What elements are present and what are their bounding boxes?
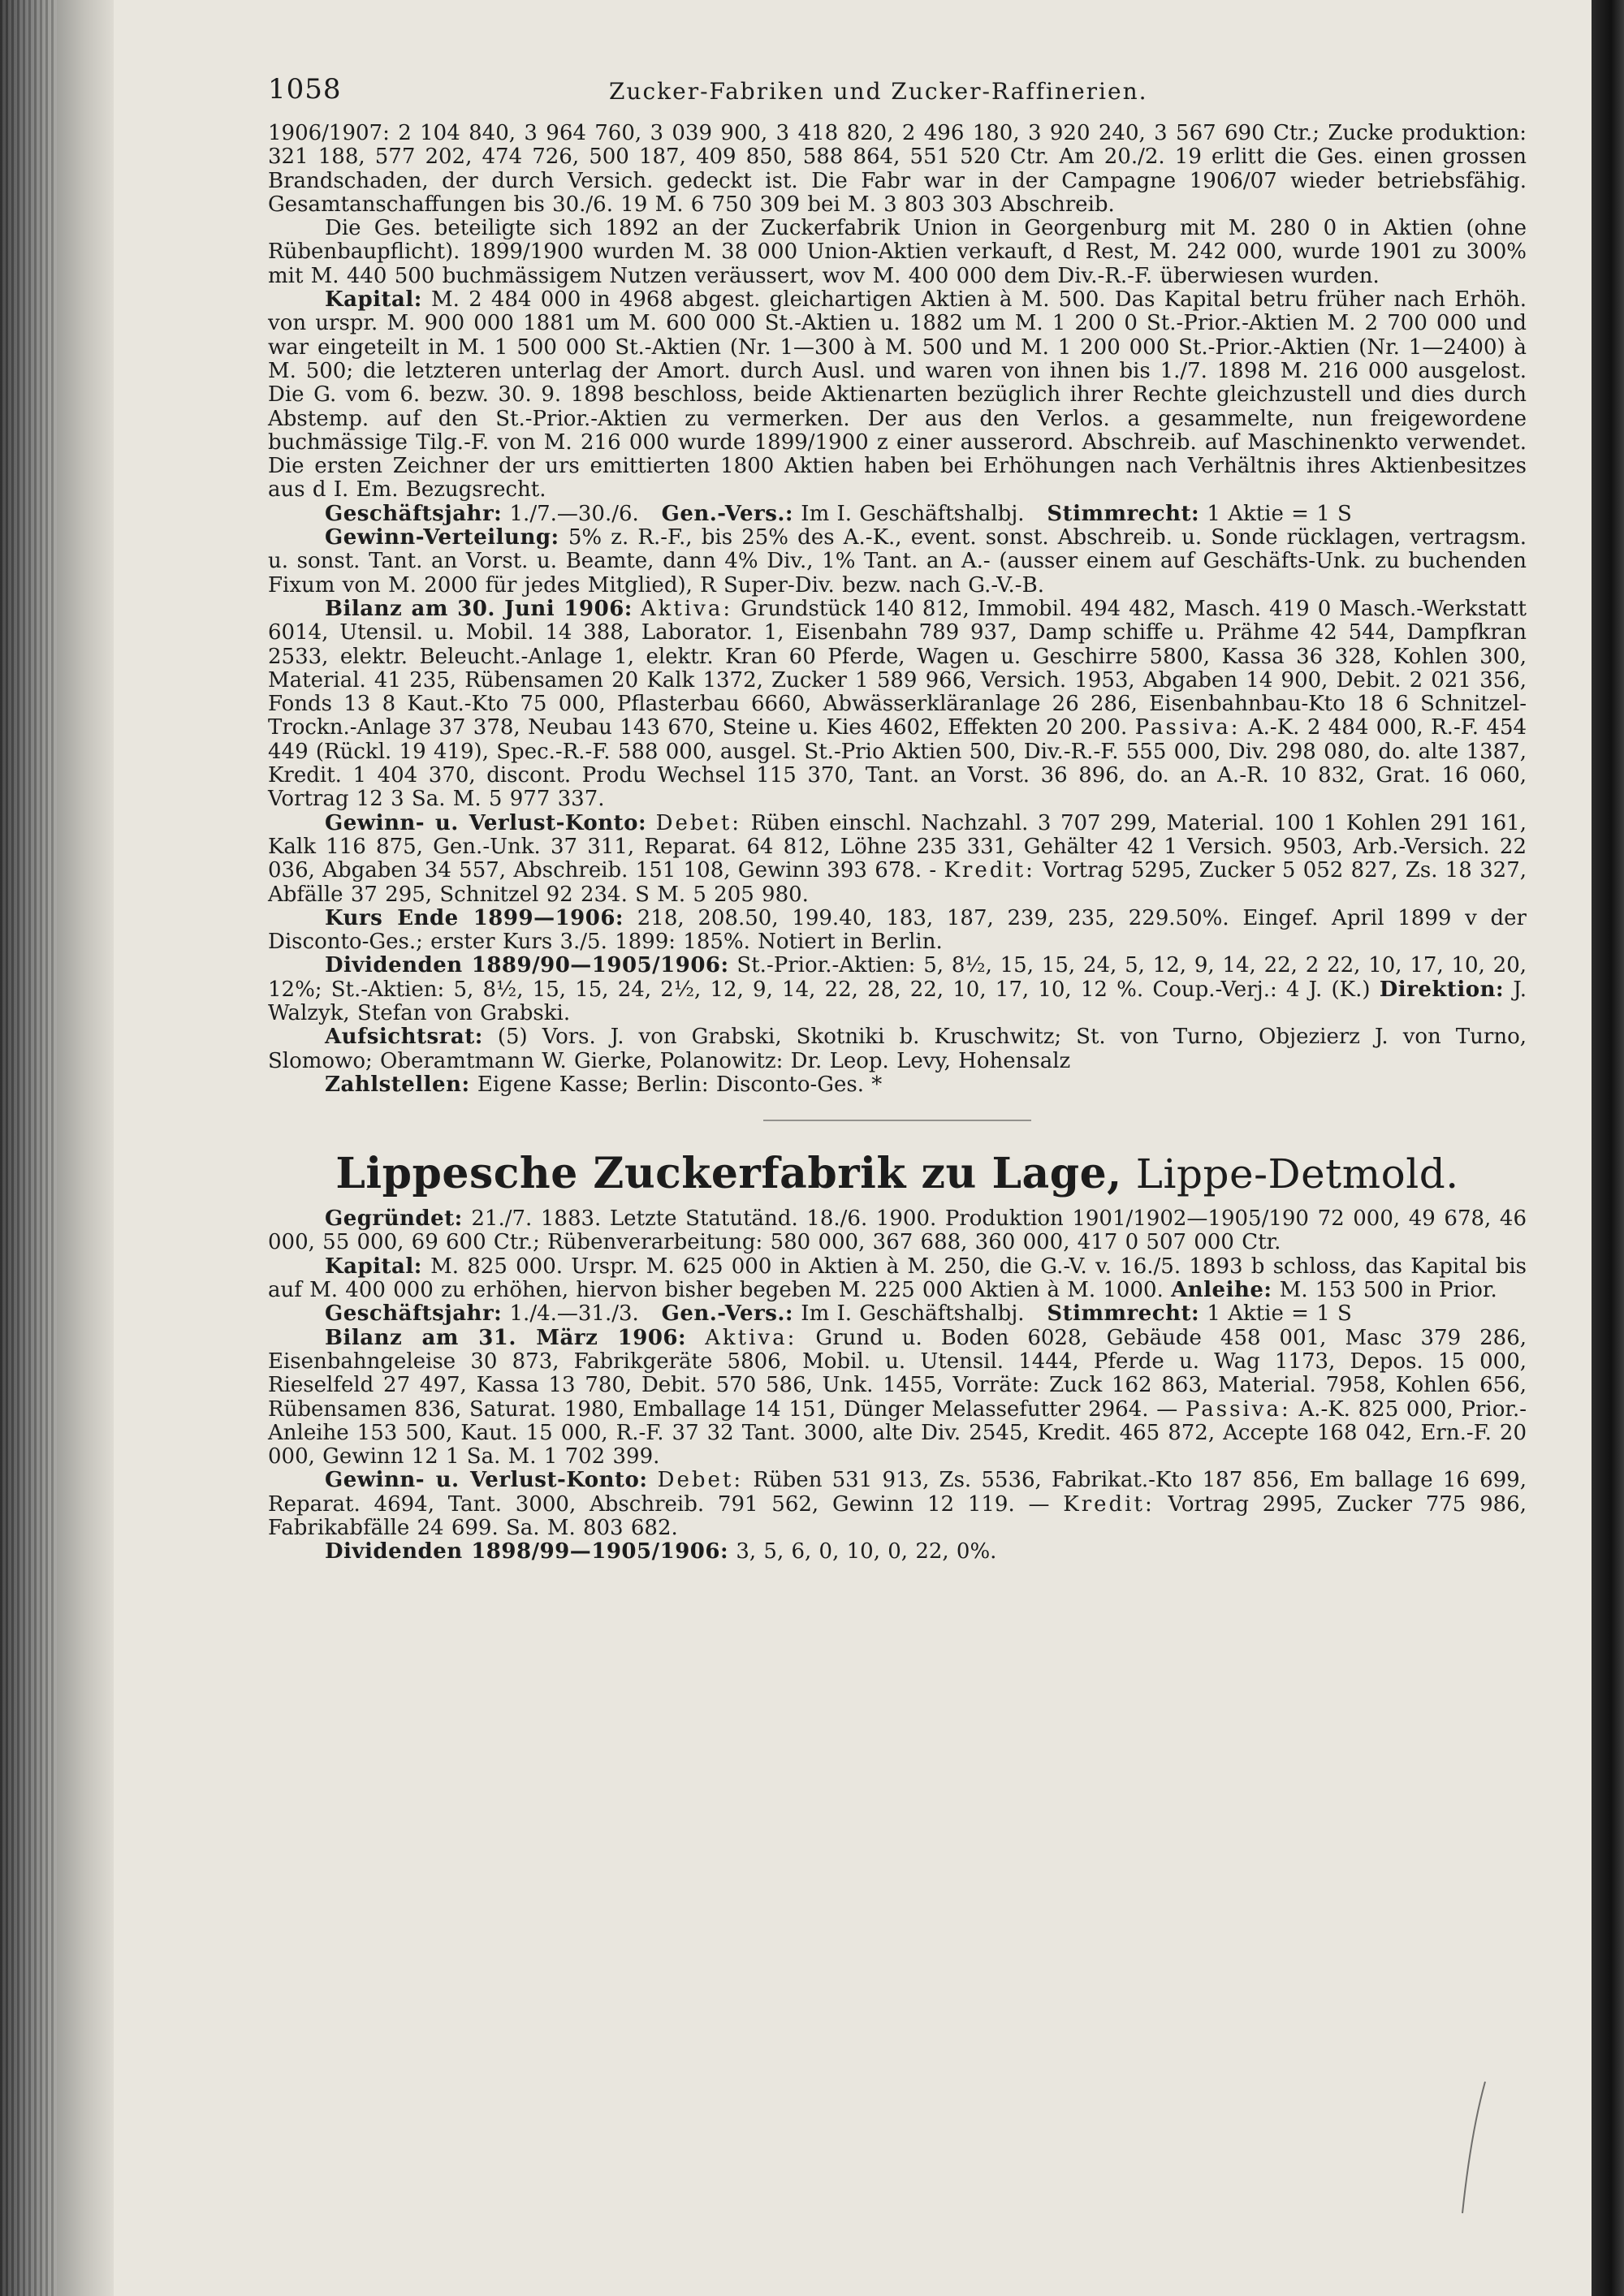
- dividends-text-2: 3, 5, 6, 0, 10, 0, 22, 0%.: [736, 1539, 997, 1564]
- dividends-text: St.-Prior.-Aktien: 5, 8½, 15, 15, 24, 5, 12, 9, 14, 22, 2 22, 10, 17, 10, 20, 12%; St.-Aktien: 5, 8½, 15, 15, 24, 2½, 12, 9, 14, 22, 28, 22, 10, 17, 10, 12 %. Coup.-Verj.: 4 J. (K.): [268, 953, 1527, 1002]
- liabilities-word: Passiva:: [1134, 715, 1241, 740]
- balance-label-2: Bilanz am 31. März 1906:: [325, 1325, 687, 1350]
- founded-label: Gegründet:: [325, 1206, 463, 1232]
- dividends-label-2: Dividenden 1898/99—1905/1906:: [325, 1539, 729, 1564]
- founded-entry: [268, 1207, 1527, 1255]
- general-meeting-label: Gen.-Vers.:: [661, 501, 794, 526]
- founded-text: 21./7. 1883. Letzte Statutänd. 18./6. 1900. Produktion 1901/1902—1905/190 72 000, 49 678, 46 000, 55 000, 69 600 Ctr.; Rübenverarbeitung: 580 000, 367 688, 360 000, 417 0 507 000 Ctr.: [268, 1206, 1527, 1255]
- fiscal-year-label-2: Geschäftsjahr:: [325, 1301, 503, 1327]
- loan-text: M. 153 500 in Prior.: [1279, 1278, 1497, 1303]
- fiscal-year-label: Geschäftsjahr:: [325, 501, 503, 526]
- kapital-entry-2: [268, 1255, 1527, 1303]
- assets-word: Aktiva:: [640, 596, 733, 621]
- fiscal-year-entry: [268, 503, 1527, 526]
- assets-word-2: Aktiva:: [705, 1325, 797, 1350]
- fiscal-year-text-2: 1./4.—31./3.: [509, 1301, 639, 1327]
- company-heading: [268, 1149, 1527, 1199]
- profit-loss-label: Gewinn- u. Verlust-Konto:: [325, 810, 647, 835]
- running-header: [268, 73, 1527, 122]
- profit-distribution-label: Gewinn-Verteilung:: [325, 525, 559, 550]
- credit-text: Vortrag 5295, Zucker 5 052 827, Zs. 18 327, Abfälle 37 295, Schnitzel 92 234. S M. 5 205 980.: [268, 858, 1527, 907]
- profit-distribution-text: 5% z. R.-F., bis 25% des A.-K., event. sonst. Abschreib. u. Sonde rücklagen, vertragsm. u. sonst. Tant. an Vorst. u. Beamte, dann 4% Div., 1% Tant. an A.- (ausser einem auf Geschäfts-Unk. zu buchenden Fixum von M. 2000 für jedes Mitglied), R Super-Div. bezw. nach G.-V.-B.: [268, 525, 1527, 598]
- company-location: Lippe-Detmold.: [1135, 1150, 1459, 1198]
- share-price-entry: [268, 907, 1527, 955]
- section-divider: [763, 1120, 1031, 1121]
- pencil-mark-icon: [1458, 2078, 1490, 2216]
- balance-entry-2: [268, 1327, 1527, 1470]
- credit-word-2: Kredit:: [1063, 1491, 1155, 1517]
- fiscal-year-entry-2: [268, 1302, 1527, 1326]
- general-meeting-text: Im I. Geschäftshalbj.: [801, 501, 1025, 526]
- supervisory-board-entry: [268, 1025, 1527, 1073]
- management-label: Direktion:: [1379, 977, 1505, 1002]
- profit-loss-entry: [268, 812, 1527, 907]
- profit-loss-label-2: Gewinn- u. Verlust-Konto:: [325, 1468, 648, 1493]
- management-text: J. Walzyk, Stefan von Grabski.: [268, 977, 1527, 1025]
- scan-binding-stripes: [0, 0, 57, 2296]
- document-page: [268, 73, 1527, 1564]
- dividends-entry: [268, 954, 1527, 1025]
- supervisory-board-label: Aufsichtsrat:: [325, 1025, 483, 1050]
- voting-right-text-2: 1 Aktie = 1 S: [1207, 1301, 1352, 1327]
- dividends-entry-2: [268, 1540, 1527, 1564]
- production-paragraph: 1906/1907: 2 104 840, 3 964 760, 3 039 900, 3 418 820, 2 496 180, 3 920 240, 3 567 690 Ctr.; Zucke produktion: 321 188, 577 202, 474 726, 500 187, 409 850, 588 864, 551 520 Ctr. Am 20./2. 19 erlitt die Ges. einen grossen Brandschaden, der durch Versich. gedeckt ist. Die Fabr war in der Campagne 1906/07 wieder betriebsfähig. Gesamtanschaffungen bis 30./6. 19 M. 6 750 309 bei M. 3 803 303 Abschreib.: [268, 121, 1527, 217]
- loan-label: Anleihe:: [1171, 1278, 1272, 1303]
- debit-text-2: Rüben 531 913, Zs. 5536, Fabrikat.-Kto 187 856, Em ballage 16 699, Reparat. 4694, Tant. 3000, Abschreib. 791 562, Gewinn 12 119. —: [268, 1468, 1527, 1517]
- company-name: Lippesche Zuckerfabrik zu Lage,: [335, 1149, 1122, 1199]
- kapital-text: M. 2 484 000 in 4968 abgest. gleichartigen Aktien à M. 500. Das Kapital betru früher nach Erhöh. von urspr. M. 900 000 1881 um M. 600 000 St.-Aktien u. 1882 um M. 1 200 0 St.-Prior.-Aktien M. 2 700 000 und war eingeteilt in M. 1 500 000 St.-Aktien (Nr. 1—300 à M. 500 und M. 1 200 000 St.-Prior.-Aktien (Nr. 1—2400) à M. 500; die letzteren unterlag der Amort. durch Ausl. und waren von ihnen bis 1./7. 1898 M. 216 000 ausgelost. Die G. vom 6. bezw. 30. 9. 1898 beschloss, beide Aktienarten bezüglich ihrer Rechte gleichzustell und dies durch Abstemp. auf den St.-Prior.-Aktien zu vermerken. Der aus den Verlos. a gesammelte, nun freigewordene buchmässige Tilg.-F. von M. 216 000 wurde 1899/1900 z einer ausserord. Abschreib. auf Maschinenkto verwendet. Die ersten Zeichner der urs emittierten 1800 Aktien haben bei Erhöhungen nach Verhältnis ihres Aktienbesitzes aus d I. Em. Bezugsrecht.: [268, 287, 1527, 503]
- general-meeting-label-2: Gen.-Vers.:: [661, 1301, 794, 1327]
- kapital-text-2: M. 825 000. Urspr. M. 625 000 in Aktien à M. 250, die G.-V. v. 16./5. 1893 b schloss, das Kapital bis auf M. 400 000 zu erhöhen, hiervon bisher begeben M. 225 000 Aktien à M. 1000.: [268, 1254, 1527, 1303]
- voting-right-label-2: Stimmrecht:: [1047, 1301, 1200, 1327]
- share-price-label: Kurs Ende 1899—1906:: [325, 905, 624, 930]
- section-previous-company: [268, 122, 1527, 1097]
- debit-text: Rüben einschl. Nachzahl. 3 707 299, Material. 100 1 Kohlen 291 161, Kalk 116 875, Gen.-Unk. 37 311, Reparat. 64 812, Löhne 235 331, Gehälter 42 1 Versich. 9503, Arb.-Versich. 22 036, Abgaben 34 557, Abschreib. 151 108, Gewinn 393 678. -: [268, 810, 1527, 883]
- assets-text-2: Grund u. Boden 6028, Gebäude 458 001, Masc 379 286, Eisenbahngeleise 30 873, Fabrikgeräte 5806, Mobil. u. Utensil. 1444, Pferde u. Wag 1173, Depos. 15 000, Rieselfeld 27 497, Kassa 13 780, Debit. 570 586, Unk. 1455, Vorräte: Zuck 162 863, Material. 7958, Kohlen 656, Rübensamen 836, Saturat. 1980, Emballage 14 151, Dünger Melassefutter 2964. —: [268, 1325, 1527, 1422]
- credit-word: Kredit:: [944, 858, 1035, 883]
- balance-entry: [268, 598, 1527, 812]
- balance-label: Bilanz am 30. Juni 1906:: [325, 596, 633, 621]
- voting-right-label: Stimmrecht:: [1047, 501, 1200, 526]
- liabilities-text-2: A.-K. 825 000, Prior.-Anleihe 153 500, Kaut. 15 000, R.-F. 37 32 Tant. 3000, alte Div. 2545, Kredit. 465 872, Accepte 168 042, Ern.-F. 20 000, Gewinn 12 1 Sa. M. 1 702 399.: [268, 1396, 1527, 1470]
- supervisory-board-text: (5) Vors. J. von Grabski, Skotniki b. Kruschwitz; St. von Turno, Objezierz J. von Turno, Slomowo; Oberamtmann W. Gierke, Polanowitz: Dr. Leop. Levy, Hohensalz: [268, 1025, 1527, 1073]
- paying-agents-text: Eigene Kasse; Berlin: Disconto-Ges. *: [477, 1072, 883, 1097]
- page-number: 1058: [268, 73, 342, 106]
- kapital-label-2: Kapital:: [325, 1254, 422, 1279]
- assets-text: Grundstück 140 812, Immobil. 494 482, Masch. 419 0 Masch.-Werkstatt 6014, Utensil. u. Mobil. 14 388, Laborator. 1, Eisenbahn 789 937, Damp schiffe u. Prähme 42 544, Dampfkran 2533, elektr. Beleucht.-Anlage 1, elektr. Kran 60 Pferde, Wagen u. Geschirre 5800, Kassa 36 328, Kohlen 300, Material. 41 235, Rübensamen 20 Kalk 1372, Zucker 1 589 966, Versich. 1953, Abgaben 14 900, Debit. 2 021 356, Fonds 13 8 Kaut.-Kto 75 000, Pflasterbau 6660, Abwässerkläranlage 26 286, Eisenbahnbau-Kto 18 6 Schnitzel-Trockn.-Anlage 37 378, Neubau 143 670, Steine u. Kies 4602, Effekten 20 200.: [268, 596, 1527, 740]
- debit-word: Debet:: [655, 810, 742, 835]
- profit-distribution-entry: [268, 526, 1527, 598]
- fiscal-year-text: 1./7.—30./6.: [509, 501, 639, 526]
- credit-text-2: Vortrag 2995, Zucker 775 986, Fabrikabfälle 24 699. Sa. M. 803 682.: [268, 1491, 1527, 1541]
- running-title: Zucker-Fabriken und Zucker-Raffinerien.: [609, 78, 1148, 105]
- paying-agents-label: Zahlstellen:: [325, 1072, 470, 1097]
- scan-edge-shadow: [1592, 0, 1624, 2296]
- section-lippesche-zuckerfabrik: [268, 1207, 1527, 1564]
- profit-loss-entry-2: [268, 1469, 1527, 1540]
- liabilities-word-2: Passiva:: [1185, 1396, 1291, 1422]
- voting-right-text: 1 Aktie = 1 S: [1207, 501, 1352, 526]
- debit-word-2: Debet:: [657, 1468, 744, 1493]
- general-meeting-text-2: Im I. Geschäftshalbj.: [801, 1301, 1025, 1327]
- paying-agents-entry: [268, 1073, 1527, 1097]
- kapital-label: Kapital:: [325, 287, 422, 313]
- kapital-entry: [268, 288, 1527, 503]
- participation-paragraph: Die Ges. beteiligte sich 1892 an der Zuckerfabrik Union in Georgenburg mit M. 280 0 in Aktien (ohne Rübenbaupflicht). 1899/1900 wurden M. 38 000 Union-Aktien verkauft, d Rest, M. 242 000, wurde 1901 zu 300% mit M. 440 500 buchmässigem Nutzen veräussert, wov M. 400 000 dem Div.-R.-F. überwiesen wurden.: [268, 216, 1527, 288]
- dividends-label: Dividenden 1889/90—1905/1906:: [325, 953, 729, 978]
- liabilities-text: A.-K. 2 484 000, R.-F. 454 449 (Rückl. 19 419), Spec.-R.-F. 588 000, ausgel. St.-Prio Aktien 500, Div.-R.-F. 555 000, Div. 298 080, do. alte 1387, Kredit. 1 404 370, discont. Produ Wechsel 115 370, Tant. an Vorst. 36 896, do. an A.-R. 10 832, Grat. 16 060, Vortrag 12 3 Sa. M. 5 977 337.: [268, 715, 1527, 812]
- share-price-text: 218, 208.50, 199.40, 183, 187, 239, 235, 229.50%. Eingef. April 1899 v der Disconto-Ges.; erster Kurs 3./5. 1899: 185%. Notiert in Berlin.: [268, 905, 1527, 955]
